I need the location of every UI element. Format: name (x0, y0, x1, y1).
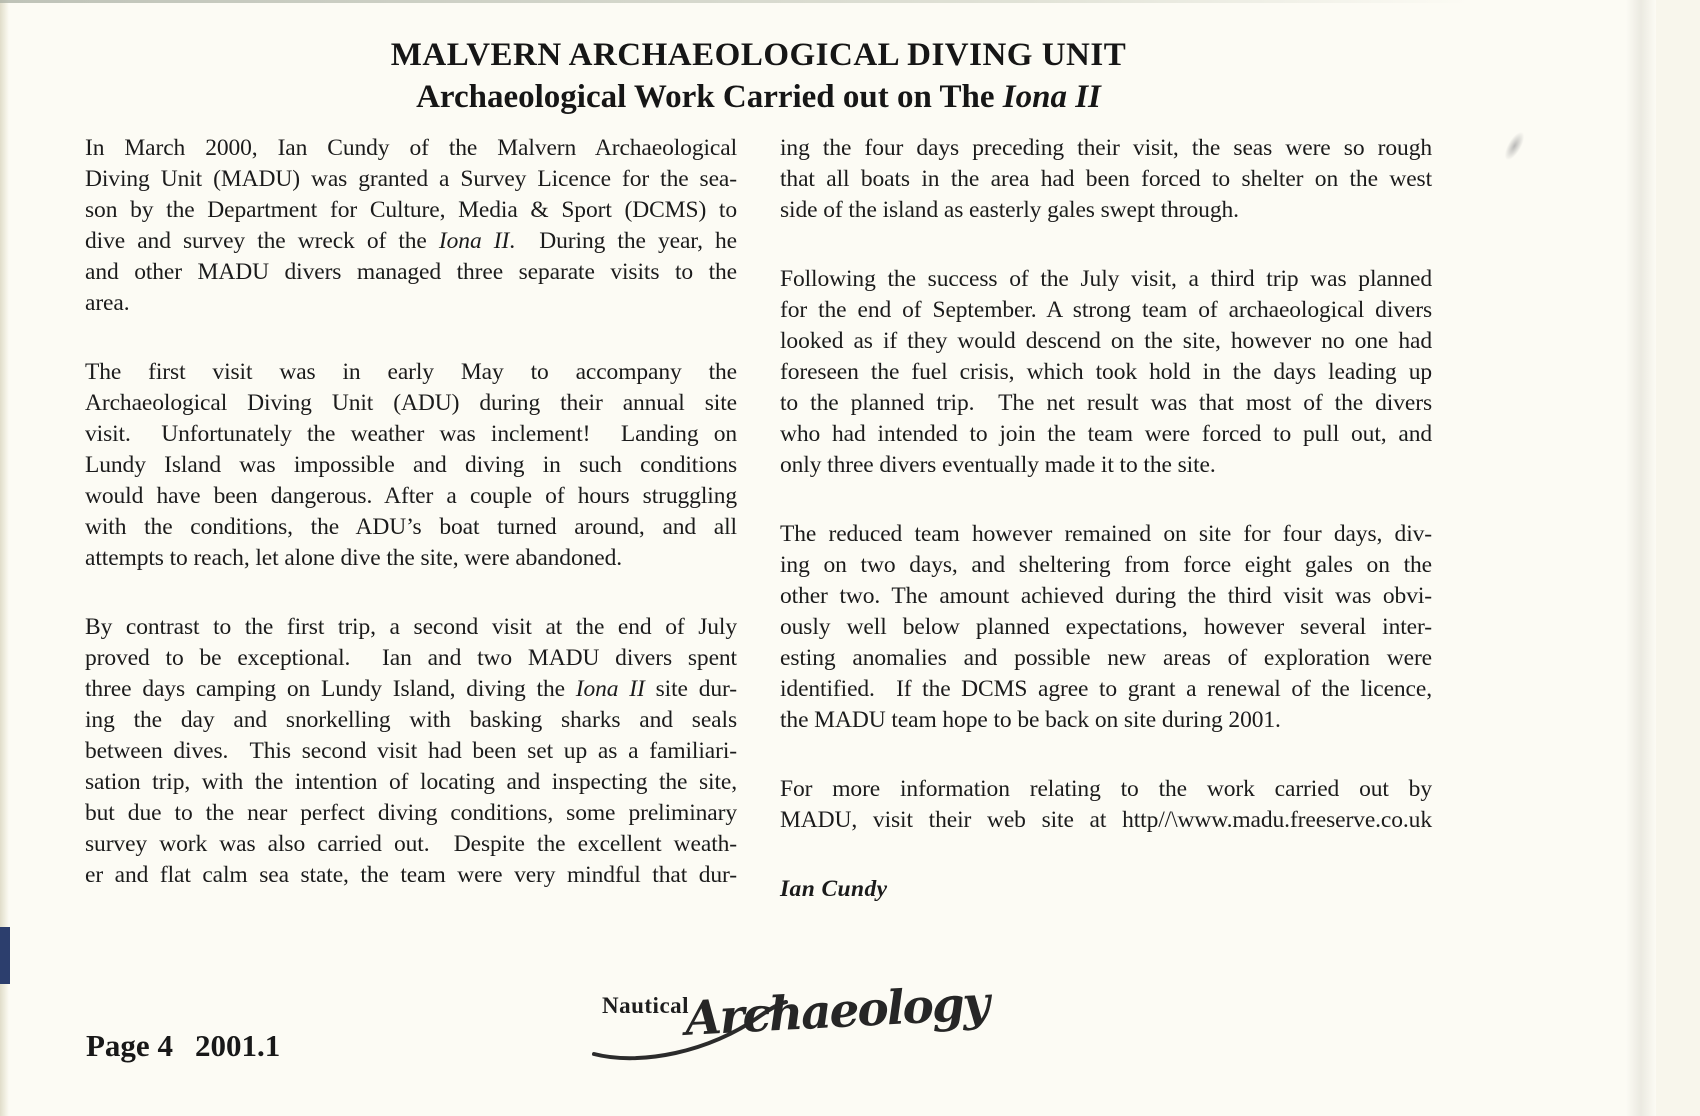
line-content (85, 259, 737, 285)
text-run: for the end of September. A strong team of archaeological divers (780, 297, 1432, 323)
scan-right-edge (1656, 0, 1700, 1116)
line-content (85, 831, 737, 857)
signature (780, 874, 1432, 905)
text-line (85, 705, 737, 736)
text-run: ing the four days preceding their visit, the seas were so rough (780, 135, 1432, 161)
text-line (780, 195, 1432, 226)
line-content (780, 876, 887, 902)
text-run: would have been dangerous. After a couple of hours struggling (85, 483, 737, 509)
text-run: identified. If the DCMS agree to grant a renewal of the licence, (780, 676, 1432, 702)
left-column (85, 133, 737, 905)
line-content (780, 166, 1432, 192)
text-line (85, 767, 737, 798)
text-line (780, 326, 1432, 357)
text-run: other two. The amount achieved during the third visit was obvi- (780, 583, 1432, 609)
text-line (85, 195, 737, 226)
text-line (85, 481, 737, 512)
text-run: In March 2000, Ian Cundy of the Malvern Archaeological (85, 135, 737, 161)
text-run: sation trip, with the intention of locating and inspecting the site, (85, 769, 737, 795)
text-line (780, 419, 1432, 450)
text-run: side of the island as easterly gales swept through. (780, 197, 1239, 223)
line-content (780, 390, 1432, 416)
text-run: er and flat calm sea state, the team were very mindful that dur- (85, 862, 737, 888)
text-line (780, 450, 1432, 481)
logo-word-nautical: Nautical (602, 993, 690, 1018)
text-run: son by the Department for Culture, Media & Sport (DCMS) to (85, 197, 737, 223)
text-line (85, 860, 737, 891)
line-content (85, 645, 737, 671)
scan-fleck (1501, 129, 1528, 163)
line-content (780, 197, 1239, 223)
text-line (85, 288, 737, 319)
text-run: foreseen the fuel crisis, which took hold in the days leading up (780, 359, 1432, 385)
text-run: Diving Unit (MADU) was granted a Survey Licence for the sea- (85, 166, 737, 192)
text-line (85, 164, 737, 195)
text-line (780, 164, 1432, 195)
text-run: . During the year, he (509, 228, 737, 254)
line-content (85, 359, 737, 385)
line-content (780, 266, 1432, 292)
paragraph (780, 133, 1432, 226)
text-line (85, 829, 737, 860)
line-content (780, 707, 1281, 733)
text-run: but due to the near perfect diving conditions, some preliminary (85, 800, 737, 826)
line-content (85, 738, 737, 764)
text-run: dive and survey the wreck of the (85, 228, 439, 254)
text-line (780, 774, 1432, 805)
text-run: ously well below planned expectations, however several inter- (780, 614, 1432, 640)
text-line (85, 643, 737, 674)
line-content (85, 452, 737, 478)
text-run: area. (85, 290, 130, 316)
article-title: MALVERN ARCHAEOLOGICAL DIVING UNIT (390, 37, 1127, 73)
text-run: visit. Unfortunately the weather was inclement! Landing on (85, 421, 737, 447)
article-subtitle (85, 76, 1432, 118)
text-line (780, 612, 1432, 643)
text-line (780, 805, 1432, 836)
text-run: Archaeological Diving Unit (ADU) during their annual site (85, 390, 737, 416)
line-content (85, 421, 737, 447)
line-content (85, 135, 737, 161)
paragraph (780, 774, 1432, 836)
text-run: proved to be exceptional. Ian and two MADU divers spent (85, 645, 737, 671)
paragraph (85, 133, 737, 319)
text-line (780, 674, 1432, 705)
line-content (780, 552, 1432, 578)
line-content (85, 390, 737, 416)
line-content (85, 676, 737, 702)
text-run: esting anomalies and possible new areas of exploration were (780, 645, 1432, 671)
logo-word-archaeology: Archaeology (683, 976, 990, 1047)
text-run: and other MADU divers managed three separate visits to the (85, 259, 737, 285)
paragraph (85, 357, 737, 574)
line-content (85, 769, 737, 795)
text-run: who had intended to join the team were forced to pull out, and (780, 421, 1432, 447)
page-footer (86, 1028, 280, 1064)
text-run: MADU, visit their web site at http//\www.madu.freeserve.co.uk (780, 807, 1432, 833)
line-content (780, 452, 1216, 478)
binding-strip (0, 927, 10, 984)
text-run: Following the success of the July visit, a third trip was planned (780, 266, 1432, 292)
article-body (85, 133, 1432, 905)
right-column (780, 133, 1432, 905)
paragraph (780, 264, 1432, 481)
line-content (780, 776, 1432, 802)
text-line (780, 550, 1432, 581)
line-content (780, 297, 1432, 323)
text-run: attempts to reach, let alone dive the site, were abandoned. (85, 545, 622, 571)
text-run: only three divers eventually made it to the site. (780, 452, 1216, 478)
line-content (85, 800, 737, 826)
page-number: Page 4 (86, 1028, 173, 1063)
paragraph (780, 519, 1432, 736)
text-run: Lundy Island was impossible and diving in such conditions (85, 452, 737, 478)
line-content (85, 614, 737, 640)
text-run: with the conditions, the ADU’s boat turned around, and all (85, 514, 737, 540)
line-content (780, 676, 1432, 702)
issue-number: 2001.1 (194, 1028, 281, 1063)
line-content (780, 328, 1432, 354)
text-line (85, 357, 737, 388)
text-line (85, 450, 737, 481)
line-content (85, 290, 130, 316)
scan-crease (1626, 0, 1656, 1116)
text-run: By contrast to the first trip, a second visit at the end of July (85, 614, 737, 640)
line-content (780, 645, 1432, 671)
text-run: The reduced team however remained on site for four days, div- (780, 521, 1432, 547)
text-line (780, 581, 1432, 612)
text-line (85, 133, 737, 164)
line-content (780, 521, 1432, 547)
line-content (85, 545, 622, 571)
paragraph (85, 612, 737, 891)
line-content (85, 514, 737, 540)
line-content (780, 359, 1432, 385)
text-line (780, 388, 1432, 419)
text-line (85, 226, 737, 257)
text-line (85, 512, 737, 543)
line-content (780, 614, 1432, 640)
text-line (780, 295, 1432, 326)
line-content (780, 807, 1432, 833)
text-line (85, 798, 737, 829)
text-line (85, 388, 737, 419)
subtitle-text: Archaeological Work Carried out on The (416, 79, 1003, 115)
text-line (85, 612, 737, 643)
text-run: site dur- (644, 676, 737, 702)
text-run: three days camping on Lundy Island, diving the (85, 676, 576, 702)
text-line (780, 874, 1432, 905)
line-content (780, 421, 1432, 447)
text-run: looked as if they would descend on the site, however no one had (780, 328, 1432, 354)
line-content (85, 483, 737, 509)
text-line (85, 543, 737, 574)
line-content (85, 228, 737, 254)
text-run: the MADU team hope to be back on site during 2001. (780, 707, 1281, 733)
text-run: ing on two days, and sheltering from force eight gales on the (780, 552, 1432, 578)
text-line (85, 419, 737, 450)
line-content (85, 166, 737, 192)
text-run: Ian Cundy (780, 876, 888, 902)
line-content (85, 197, 737, 223)
text-line (85, 736, 737, 767)
text-line (85, 257, 737, 288)
italic-text: Iona II (438, 228, 510, 254)
article-header (85, 34, 1432, 118)
subtitle-ship-name: Iona II (1002, 79, 1101, 115)
text-line (780, 264, 1432, 295)
text-run: to the planned trip. The net result was that most of the divers (780, 390, 1432, 416)
text-run: The first visit was in early May to accompany the (85, 359, 737, 385)
text-run: For more information relating to the work carried out by (780, 776, 1432, 802)
line-content (85, 862, 737, 888)
scan-top-edge (0, 0, 1470, 3)
text-line (780, 133, 1432, 164)
text-line (780, 519, 1432, 550)
text-run: that all boats in the area had been forced to shelter on the west (780, 166, 1432, 192)
text-run: ing the day and snorkelling with basking sharks and seals (85, 707, 737, 733)
text-run: between dives. This second visit had been set up as a familiari- (85, 738, 737, 764)
text-run: survey work was also carried out. Despite the excellent weath- (85, 831, 737, 857)
line-content (85, 707, 737, 733)
line-content (780, 583, 1432, 609)
line-content (780, 135, 1432, 161)
italic-text: Iona II (575, 676, 645, 702)
text-line (780, 357, 1432, 388)
text-line (780, 705, 1432, 736)
text-line (780, 643, 1432, 674)
text-line (85, 674, 737, 705)
nautical-archaeology-logo (602, 976, 990, 1047)
